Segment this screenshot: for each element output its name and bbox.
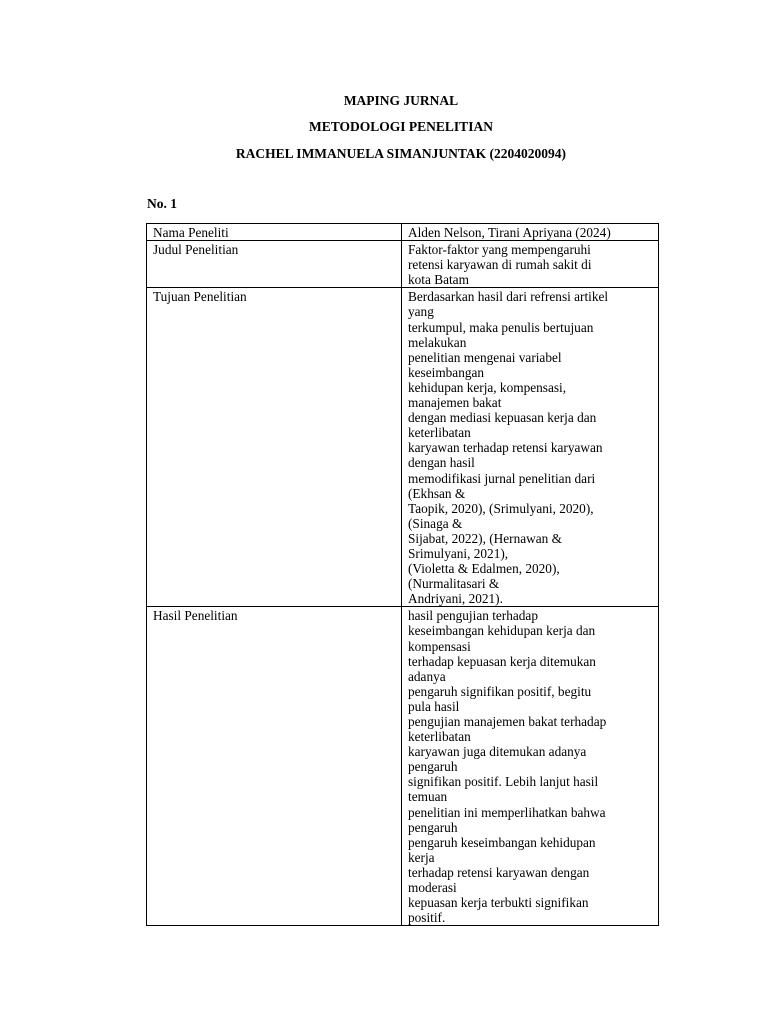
row-value-line: terkumpul, maka penulis bertujuan: [408, 319, 594, 335]
row-value-line: signifikan positif. Lebih lanjut hasil: [408, 774, 599, 790]
row-value-line: Alden Nelson, Tirani Apriyana (2024): [408, 225, 611, 240]
row-value-line: retensi karyawan di rumah sakit di: [408, 257, 592, 273]
row-value-line: positif.: [408, 910, 446, 926]
document-subtitle: METODOLOGI PENELITIAN: [309, 119, 493, 134]
row-value-line: kehidupan kerja, kompensasi,: [408, 379, 567, 395]
row-value-line: manajemen bakat: [408, 395, 502, 411]
row-value-line: karyawan juga ditemukan adanya: [408, 744, 587, 760]
table-row-tujuan-penelitian: [147, 288, 659, 607]
row-value-line: temuan: [408, 789, 448, 805]
row-value-line: keseimbangan: [408, 364, 485, 380]
row-value-line: (Ekhsan &: [408, 485, 466, 501]
row-value: [402, 607, 659, 926]
row-value-line: kota Batam: [408, 272, 469, 288]
row-value: [402, 288, 659, 607]
row-value-line: pengujian manajemen bakat terhadap: [408, 714, 607, 729]
row-value-line: penelitian ini memperlihatkan bahwa: [408, 804, 606, 820]
row-value-line: karyawan terhadap retensi karyawan: [408, 440, 603, 456]
row-value-line: keseimbangan kehidupan kerja dan: [408, 623, 596, 639]
row-value-line: pengaruh: [408, 759, 458, 775]
journal-table: [146, 223, 659, 926]
row-value-line: pengaruh signifikan positif, begitu: [408, 683, 592, 699]
row-value-line: melakukan: [408, 334, 467, 350]
entry-number: No. 1: [147, 196, 177, 211]
table-row-judul-penelitian: [147, 241, 659, 288]
row-value-line: kompensasi: [408, 638, 471, 654]
row-value-line: Faktor-faktor yang mempengaruhi: [408, 242, 591, 258]
row-label: Tujuan Penelitian: [147, 288, 402, 607]
row-value-line: keterlibatan: [408, 425, 471, 441]
row-value: [402, 241, 659, 288]
document-author: RACHEL IMMANUELA SIMANJUNTAK (2204020094): [235, 146, 567, 161]
row-value-line: (Sinaga &: [408, 515, 463, 531]
row-value-line: Srimulyani, 2021),: [408, 545, 509, 561]
row-value-line: memodifikasi jurnal penelitian dari: [408, 470, 596, 486]
row-value-line: terhadap kepuasan kerja ditemukan: [408, 653, 596, 669]
row-value-line: adanya: [408, 668, 446, 684]
row-value-line: (Nurmalitasari &: [408, 576, 500, 592]
table-row-nama-peneliti: [147, 224, 659, 241]
row-value-line: keterlibatan: [408, 729, 471, 745]
row-value-line: yang: [408, 304, 434, 320]
row-label: Judul Penelitian: [147, 241, 402, 288]
row-value-line: Sijabat, 2022), (Hernawan &: [408, 530, 562, 546]
table-row-hasil-penelitian: [147, 607, 659, 926]
row-label: Nama Peneliti: [147, 224, 402, 241]
row-value-line: moderasi: [408, 880, 457, 896]
row-value-line: penelitian mengenai variabel: [408, 349, 562, 365]
row-value-line: kepuasan kerja terbukti signifikan: [408, 895, 589, 911]
row-value-line: Berdasarkan hasil dari refrensi artikel: [408, 289, 609, 305]
row-value-line: pula hasil: [408, 698, 460, 714]
row-value: [402, 224, 659, 241]
row-value-line: hasil pengujian terhadap: [408, 608, 538, 624]
row-value-line: dengan mediasi kepuasan kerja dan: [408, 410, 597, 426]
row-value-line: pengaruh keseimbangan kehidupan: [408, 834, 596, 850]
row-label: Hasil Penelitian: [147, 607, 402, 926]
row-value-line: dengan hasil: [408, 455, 475, 471]
row-value-line: pengaruh: [408, 819, 458, 835]
row-value-line: kerja: [408, 849, 435, 865]
row-value-line: terhadap retensi karyawan dengan: [408, 864, 590, 880]
row-value-line: (Violetta & Edalmen, 2020),: [408, 561, 560, 577]
row-value-line: Andriyani, 2021).: [408, 591, 503, 607]
journal-table-body: [147, 224, 659, 926]
row-value-line: Taopik, 2020), (Srimulyani, 2020),: [408, 500, 594, 516]
document-title: MAPING JURNAL: [343, 93, 459, 108]
